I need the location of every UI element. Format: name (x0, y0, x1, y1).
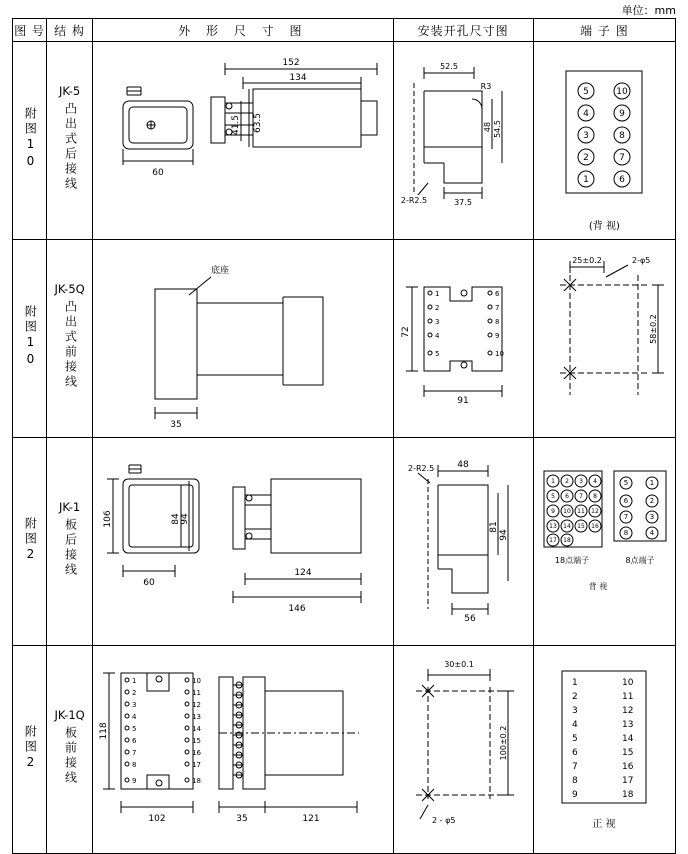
svg-text:2: 2 (132, 688, 137, 697)
svg-text:48: 48 (482, 121, 492, 132)
svg-text:4: 4 (592, 477, 597, 485)
svg-text:2: 2 (582, 153, 589, 163)
svg-text:91: 91 (456, 395, 469, 406)
row1-fig-no: 附图10 (13, 42, 47, 240)
svg-text:5: 5 (623, 478, 628, 487)
svg-text:10: 10 (621, 677, 634, 688)
svg-text:2-R2.5: 2-R2.5 (407, 463, 434, 473)
svg-text:6: 6 (618, 175, 625, 185)
svg-text:R3: R3 (480, 81, 491, 91)
svg-text:94: 94 (180, 512, 191, 525)
svg-text:6: 6 (564, 492, 569, 500)
svg-text:17: 17 (192, 760, 202, 769)
row3-outline-drawing (93, 438, 393, 646)
svg-text:8: 8 (132, 760, 137, 769)
svg-text:12: 12 (621, 705, 634, 716)
svg-text:16: 16 (621, 761, 634, 772)
row1-structure (47, 42, 93, 240)
svg-text:94: 94 (498, 528, 509, 541)
svg-text:17: 17 (621, 775, 634, 786)
row3-struct-code: JK-1 (58, 500, 81, 515)
table-header-row (13, 19, 676, 42)
svg-text:3: 3 (582, 131, 589, 141)
header-structure: 结 构 (47, 19, 93, 42)
svg-text:4: 4 (132, 712, 137, 721)
row4-outline-drawing (93, 646, 393, 854)
spec-table (12, 18, 676, 854)
svg-text:15: 15 (192, 736, 202, 745)
svg-text:18: 18 (192, 776, 202, 785)
svg-text:58±0.2: 58±0.2 (648, 313, 658, 344)
svg-text:6: 6 (132, 736, 137, 745)
svg-text:102: 102 (148, 813, 166, 824)
row1-outline-drawing (93, 42, 393, 240)
svg-text:7: 7 (623, 512, 628, 521)
svg-text:11: 11 (621, 691, 634, 702)
svg-text:60: 60 (143, 577, 155, 588)
table-row (13, 438, 676, 646)
header-terminal: 端 子 图 (533, 19, 675, 42)
row3-structure (47, 438, 93, 646)
row4-struct-code: JK-1Q (54, 708, 85, 723)
header-fig-no: 图 号 (13, 19, 47, 42)
svg-text:2: 2 (649, 496, 654, 505)
svg-text:10: 10 (616, 87, 628, 97)
svg-text:3: 3 (434, 317, 440, 326)
svg-text:37.5: 37.5 (453, 197, 472, 207)
svg-text:背 视: 背 视 (588, 581, 608, 591)
table-row (13, 42, 676, 240)
svg-text:2: 2 (571, 691, 578, 702)
row3-struct-text: 板后接线 (63, 518, 78, 578)
svg-text:1: 1 (582, 175, 589, 185)
row2-outline-drawing (93, 240, 393, 438)
svg-text:2: 2 (564, 477, 569, 485)
svg-text:10: 10 (562, 507, 571, 515)
row2-terminal-diagram (533, 240, 675, 438)
svg-text:8: 8 (592, 492, 597, 500)
svg-text:63.5: 63.5 (253, 112, 264, 133)
svg-text:11: 11 (576, 507, 585, 515)
svg-text:9: 9 (494, 331, 500, 340)
svg-text:60: 60 (152, 167, 164, 178)
svg-text:8: 8 (494, 317, 500, 326)
svg-text:2: 2 (434, 303, 440, 312)
svg-text:106: 106 (103, 509, 114, 528)
svg-text:17: 17 (548, 536, 557, 544)
svg-text:35: 35 (170, 419, 182, 430)
svg-text:81: 81 (488, 520, 499, 533)
svg-text:84: 84 (171, 512, 182, 525)
svg-text:124: 124 (294, 567, 312, 578)
row4-struct-text: 板前接线 (63, 726, 78, 786)
svg-text:56: 56 (463, 613, 476, 624)
svg-text:6: 6 (571, 747, 578, 758)
row1-struct-code: JK-5 (58, 84, 81, 99)
svg-text:3: 3 (649, 512, 654, 521)
svg-text:1: 1 (132, 676, 137, 685)
unit-note: 单位：mm (621, 4, 676, 17)
svg-text:9: 9 (550, 507, 555, 515)
svg-text:14: 14 (192, 724, 202, 733)
row2-struct-code: JK-5Q (54, 282, 85, 297)
row2-fig-no: 附图10 (13, 240, 47, 438)
svg-text:9: 9 (132, 776, 137, 785)
svg-text:146: 146 (288, 603, 306, 614)
svg-text:1: 1 (550, 477, 555, 485)
svg-text:41.5: 41.5 (231, 114, 242, 135)
svg-text:5: 5 (582, 87, 589, 97)
svg-text:13: 13 (548, 522, 557, 530)
svg-text:8: 8 (571, 775, 578, 786)
row3-mounting-drawing (393, 438, 533, 646)
table-row (13, 240, 676, 438)
svg-text:4: 4 (582, 109, 589, 119)
row1-mounting-drawing (393, 42, 533, 240)
svg-text:1: 1 (434, 289, 440, 298)
svg-text:15: 15 (621, 747, 634, 758)
svg-text:4: 4 (649, 528, 654, 537)
svg-text:7: 7 (578, 492, 583, 500)
svg-text:72: 72 (400, 325, 411, 338)
svg-text:8: 8 (618, 131, 625, 141)
svg-text:18: 18 (562, 536, 571, 544)
row1-struct-text: 凸出式后接线 (63, 102, 78, 192)
svg-text:13: 13 (192, 712, 202, 721)
svg-text:3: 3 (578, 477, 583, 485)
svg-text:48: 48 (456, 459, 469, 470)
svg-text:100±0.2: 100±0.2 (498, 725, 508, 760)
svg-text:13: 13 (621, 719, 634, 730)
svg-text:10: 10 (192, 676, 202, 685)
header-outline: 外 形 尺 寸 图 (93, 19, 393, 42)
svg-text:1: 1 (649, 478, 654, 487)
svg-text:2 - φ5: 2 - φ5 (431, 815, 455, 825)
row2-struct-text: 凸出式前接线 (63, 300, 78, 390)
svg-text:52.5: 52.5 (439, 61, 458, 71)
svg-text:6: 6 (494, 289, 500, 298)
svg-text:18点端子: 18点端子 (554, 555, 589, 565)
svg-text:6: 6 (623, 496, 628, 505)
row1-terminal-diagram (533, 42, 675, 240)
row3-fig-no: 附图2 (13, 438, 47, 646)
svg-text:7: 7 (571, 761, 578, 772)
svg-text:2-φ5: 2-φ5 (631, 255, 651, 265)
svg-text:正 视: 正 视 (592, 818, 616, 830)
svg-text:8: 8 (623, 528, 628, 537)
row1-terminal-caption: (背 视) (588, 221, 620, 232)
row2-mounting-drawing (393, 240, 533, 438)
svg-text:121: 121 (302, 813, 320, 824)
svg-text:35: 35 (236, 813, 248, 824)
svg-text:7: 7 (618, 153, 625, 163)
svg-text:10: 10 (494, 349, 504, 358)
svg-text:25±0.2: 25±0.2 (571, 255, 602, 265)
svg-text:2-R2.5: 2-R2.5 (400, 195, 427, 205)
svg-text:30±0.1: 30±0.1 (443, 659, 474, 669)
svg-text:14: 14 (621, 733, 634, 744)
svg-text:5: 5 (434, 349, 440, 358)
svg-text:18: 18 (621, 789, 634, 800)
svg-text:134: 134 (289, 72, 307, 83)
svg-text:15: 15 (576, 522, 585, 530)
header-mounting: 安装开孔尺寸图 (393, 19, 533, 42)
svg-text:底座: 底座 (211, 265, 230, 276)
row4-fig-no: 附图2 (13, 646, 47, 854)
svg-text:8点端子: 8点端子 (625, 555, 655, 565)
svg-text:7: 7 (132, 748, 137, 757)
svg-text:4: 4 (434, 331, 440, 340)
svg-text:14: 14 (562, 522, 571, 530)
row4-structure (47, 646, 93, 854)
svg-text:1: 1 (571, 677, 578, 688)
svg-text:16: 16 (590, 522, 599, 530)
svg-text:5: 5 (132, 724, 137, 733)
svg-text:9: 9 (618, 109, 625, 119)
svg-text:12: 12 (192, 700, 202, 709)
svg-text:9: 9 (571, 789, 578, 800)
svg-text:152: 152 (282, 57, 300, 68)
svg-text:54.5: 54.5 (492, 119, 502, 138)
svg-text:16: 16 (192, 748, 202, 757)
svg-text:4: 4 (571, 719, 578, 730)
svg-text:3: 3 (132, 700, 137, 709)
table-row (13, 646, 676, 854)
svg-text:5: 5 (571, 733, 578, 744)
svg-text:11: 11 (192, 688, 202, 697)
svg-text:12: 12 (590, 507, 599, 515)
svg-text:5: 5 (550, 492, 555, 500)
svg-text:7: 7 (494, 303, 500, 312)
svg-text:3: 3 (571, 705, 578, 716)
row3-terminal-diagram (533, 438, 675, 646)
row4-terminal-diagram (533, 646, 675, 854)
svg-text:118: 118 (99, 721, 110, 740)
row2-structure (47, 240, 93, 438)
row4-mounting-drawing (393, 646, 533, 854)
